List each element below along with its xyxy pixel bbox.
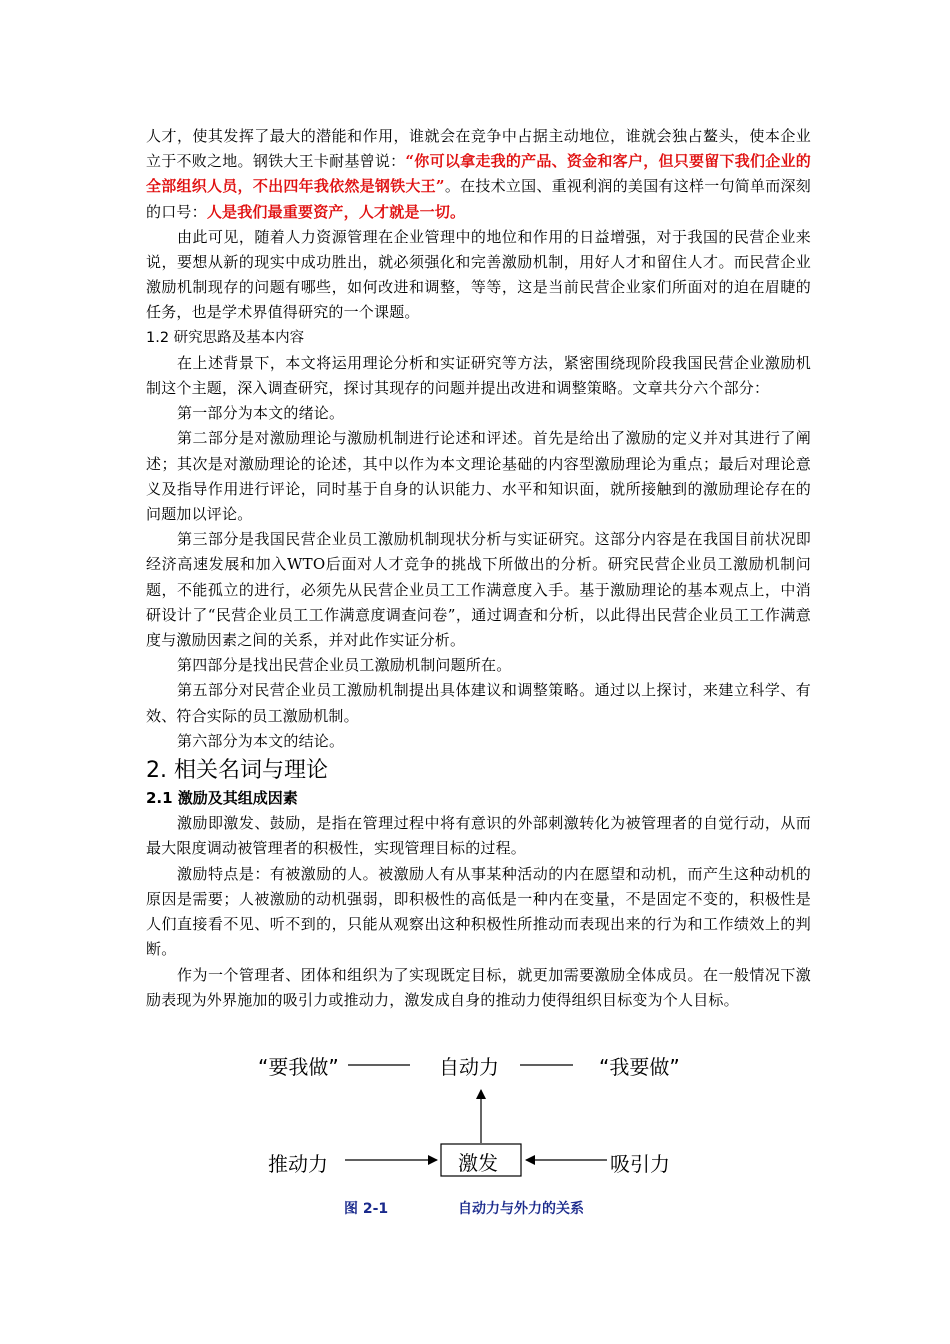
label-excite: 激发 <box>458 1151 498 1175</box>
label-active: “我要做” <box>599 1055 680 1079</box>
label-self-motivation: 自动力 <box>439 1055 499 1079</box>
label-passive: “要我做” <box>258 1055 339 1079</box>
paragraph-conclusion: 由此可见，随着人力资源管理在企业管理中的地位和作用的日益增强，对于我国的民营企业来说，要想从新的现实中成功胜出，就必须强化和完善激励机制，用好人才和留住人才。而民营企业激励机制现存的问题有哪些，如何改进和调整，等等，这是当前民营企业家们所面对的迫在眉睫的任务，也是学术界值得研究的一个课题。 <box>146 227 811 322</box>
paragraph-text: 人才，使其发挥了最大的潜能和作用，谁就会在竞争中占据主动地位，谁就会独占鳌头，使本企业立于不败之地。钢铁大王卡耐基曾说： <box>146 127 811 171</box>
label-push-force: 推动力 <box>268 1152 328 1176</box>
label-pull-force: 吸引力 <box>610 1152 670 1176</box>
section-heading-1-2: 1.2 研究思路及基本内容 <box>146 329 305 346</box>
paragraph-part-4: 第四部分是找出民营企业员工激励机制问题所在。 <box>177 656 512 675</box>
chapter-heading-2: 2. 相关名词与理论 <box>146 758 328 784</box>
paragraph-part-3: 第三部分是我国民营企业员工激励机制现状分析与实证研究。这部分内容是在我国目前状况即经济高速发展和加入WTO后面对人才竞争的挑战下所做出的分析。研究民营企业员工激励机制问题，不能孤立的进行，必须先从民营企业员工工作满意度入手。基于激励理论的基本观点上，中消研设计了“民营企业员工工作满意度调查问卷”，通过调查和分析，以此得出民营企业员工工作满意度与激励因素之间的关系，并对此作实证分析。 <box>146 530 811 650</box>
carnegie-quote: “你可以拿走我的产品、资金和客户，但只要留下我们企业的全部组织人员，不出四年我依然是钢铁大王” <box>146 152 812 196</box>
paragraph-part-2: 第二部分是对激励理论与激励机制进行论述和评述。首先是给出了激励的定义并对其进行了阐述；其次是对激励理论的论述，其中以作为本文理论基础的内容型激励理论为重点；最后对理论意义及指导作用进行评论，同时基于自身的认识能力、水平和知识面，就所接触到的激励理论存在的问题加以评论。 <box>146 429 811 524</box>
paragraph-motivation-definition: 激励即激发、鼓励，是指在管理过程中将有意识的外部刺激转化为被管理者的自觉行动，从而最大限度调动被管理者的积极性，实现管理目标的过程。 <box>146 814 811 858</box>
paragraph-research-approach: 在上述背景下，本文将运用理论分析和实证研究等方法，紧密围绕现阶段我国民营企业激励机制这个主题，深入调查研究，探讨其现存的问题并提出改进和调整策略。文章共分六个部分： <box>146 353 811 398</box>
section-heading-2-1: 2.1 激励及其组成因素 <box>146 789 298 808</box>
slogan-quote: 人是我们最重要资产，人才就是一切。 <box>206 202 466 221</box>
paragraph-text: 。在技术立国、重视利润的美国有这样一句简单而深刻的口号： <box>146 177 811 221</box>
paragraph-part-6: 第六部分为本文的结论。 <box>177 731 345 750</box>
figure-title: 自动力与外力的关系 <box>458 1201 584 1217</box>
figure-number: 图 2-1 <box>344 1201 389 1217</box>
document-body <box>146 124 811 1013</box>
motivation-diagram <box>255 1048 695 1188</box>
paragraph-part-1: 第一部分为本文的绪论。 <box>177 404 345 423</box>
paragraph-manager-motivation: 作为一个管理者、团体和组织为了实现既定目标，就更加需要激励全体成员。在一般情况下激励表现为外界施加的吸引力或推动力，激发成自身的推动力使得组织目标变为个人目标。 <box>146 965 811 1009</box>
paragraph-talent <box>146 124 811 225</box>
paragraph-motivation-features: 激励特点是：有被激励的人。被激励人有从事某种活动的内在愿望和动机，而产生这种动机的原因是需要；人被激励的动机强弱，即积极性的高低是一种内在变量，不是固定不变的，积极性是人们直接看不见、听不到的，只能从观察出这种积极性所推动而表现出来的行为和工作绩效上的判断。 <box>146 864 811 959</box>
paragraph-part-5: 第五部分对民营企业员工激励机制提出具体建议和调整策略。通过以上探讨，来建立科学、有效、符合实际的员工激励机制。 <box>146 681 811 725</box>
